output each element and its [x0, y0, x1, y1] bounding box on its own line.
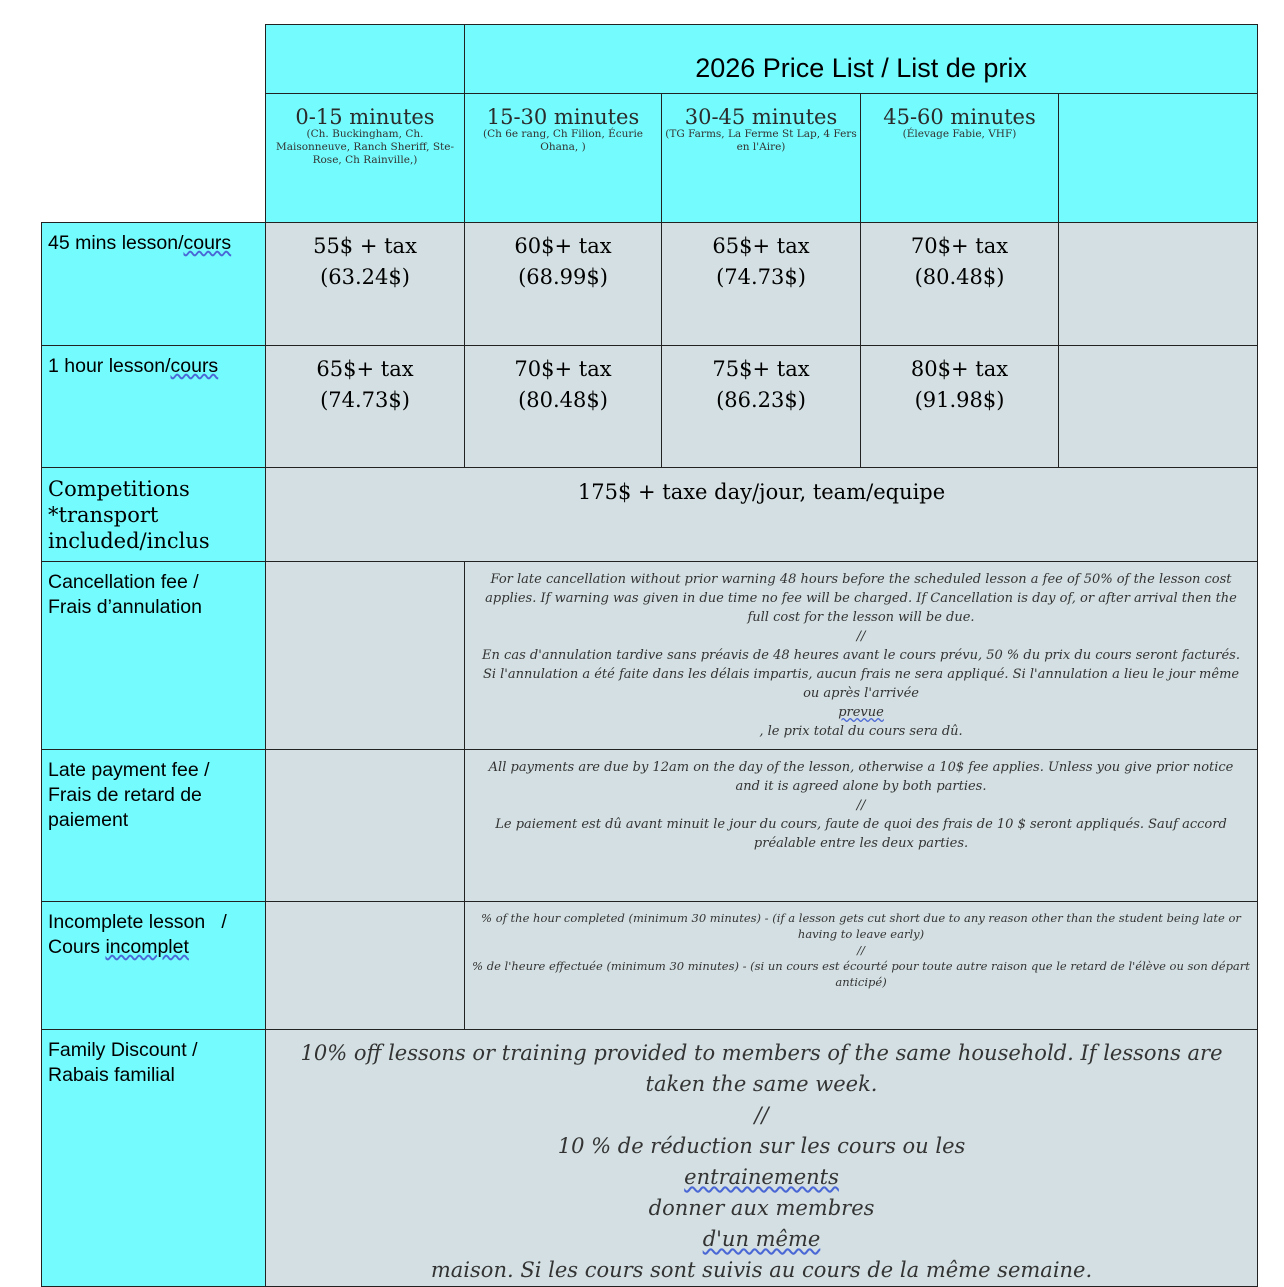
column-header-0-15 [266, 94, 465, 223]
empty-cell [1059, 223, 1258, 346]
row-label-1-hour: 1 hour lesson/cours [42, 346, 266, 468]
page-title: 2026 Price List / List de prix [465, 25, 1258, 94]
empty-cell [266, 750, 465, 902]
column-minutes: 45-60 minutes [883, 105, 1036, 129]
price-cell: 55$ + tax (63.24$) [266, 223, 465, 346]
family-discount-policy: 10% off lessons or training provided to members of the same household. If lessons are taken the same week. // 10 % de réduction sur les cours ou les entrainements donner aux membres d'un même maison. Si les cours sont suivis au cours de la même semaine. [266, 1030, 1258, 1287]
price-cell: 75$+ tax (86.23$) [662, 346, 861, 468]
cancellation-policy: For late cancellation without prior warning 48 hours before the scheduled lesson a fee of 50% of the lesson cost applies. If warning was given in due time no fee will be charged. If Cancellation is day of, or after arrival then the full cost for the lesson will be due. // En cas d'annulation tardive sans préavis de 48 heures avant le cours prévu, 50 % du prix du cours seront facturés. Si l'annulation a été faite dans les délais impartis, aucun frais ne sera appliqué. Si l'annulation a lieu le jour même ou après l'arrivée prevue , le prix total du cours sera dû. [465, 562, 1258, 750]
row-label-incomplete: Incomplete lesson / Cours incomplet [42, 902, 266, 1030]
column-minutes: 15-30 minutes [486, 105, 640, 129]
row-label-45-mins: 45 mins lesson/cours [42, 223, 266, 346]
price-cell: 65$+ tax (74.73$) [662, 223, 861, 346]
row-label-competitions: Competitions *transport included/inclus [42, 468, 266, 562]
price-table [41, 24, 1258, 1287]
late-payment-policy: All payments are due by 12am on the day of the lesson, otherwise a 10$ fee applies. Unless you give prior notice and it is agreed alone by both parties. // Le paiement est dû avant minuit le jour du cours, faute de quoi des frais de 10 $ seront appliqués. Sauf accord préalable entre les deux parties. [465, 750, 1258, 902]
top-left-blank [42, 25, 266, 223]
price-cell: 60$+ tax (68.99$) [465, 223, 662, 346]
column-places: (Ch. Buckingham, Ch. Maisonneuve, Ranch Sheriff, Ste-Rose, Ch Rainville,) [275, 128, 455, 166]
column-header-45-60 [861, 94, 1059, 223]
column-places: (TG Farms, La Ferme St Lap, 4 Fers en l'Aire) [665, 128, 857, 153]
row-label-cancellation: Cancellation fee / Frais d’annulation [42, 562, 266, 750]
price-cell: 70$+ tax (80.48$) [465, 346, 662, 468]
column-places: (Élevage Fabie, VHF) [902, 128, 1017, 140]
column-header-15-30 [465, 94, 662, 223]
row-label-late-payment: Late payment fee / Frais de retard de paiement [42, 750, 266, 902]
column-minutes: 30-45 minutes [684, 105, 838, 129]
column-minutes: 0-15 minutes [295, 105, 435, 129]
price-cell: 70$+ tax (80.48$) [861, 223, 1059, 346]
incomplete-lesson-policy: % of the hour completed (minimum 30 minutes) - (if a lesson gets cut short due to any reason other than the student being late or having to leave early) // % de l'heure effectuée (minimum 30 minutes) - (si un cours est écourté pour toute autre raison que le retard de l'élève ou son départ anticipé) [465, 902, 1258, 1030]
empty-cell [1059, 346, 1258, 468]
empty-cell [266, 562, 465, 750]
empty-cell [266, 902, 465, 1030]
column-places: (Ch 6e rang, Ch Filion, Écurie Ohana, ) [482, 128, 644, 153]
price-cell: 65$+ tax (74.73$) [266, 346, 465, 468]
title-left-cell [266, 25, 465, 94]
column-header-empty [1059, 94, 1258, 223]
row-label-family-discount: Family Discount / Rabais familial [42, 1030, 266, 1287]
column-header-30-45 [662, 94, 861, 223]
competitions-price: 175$ + taxe day/jour, team/equipe [266, 468, 1258, 562]
price-cell: 80$+ tax (91.98$) [861, 346, 1059, 468]
